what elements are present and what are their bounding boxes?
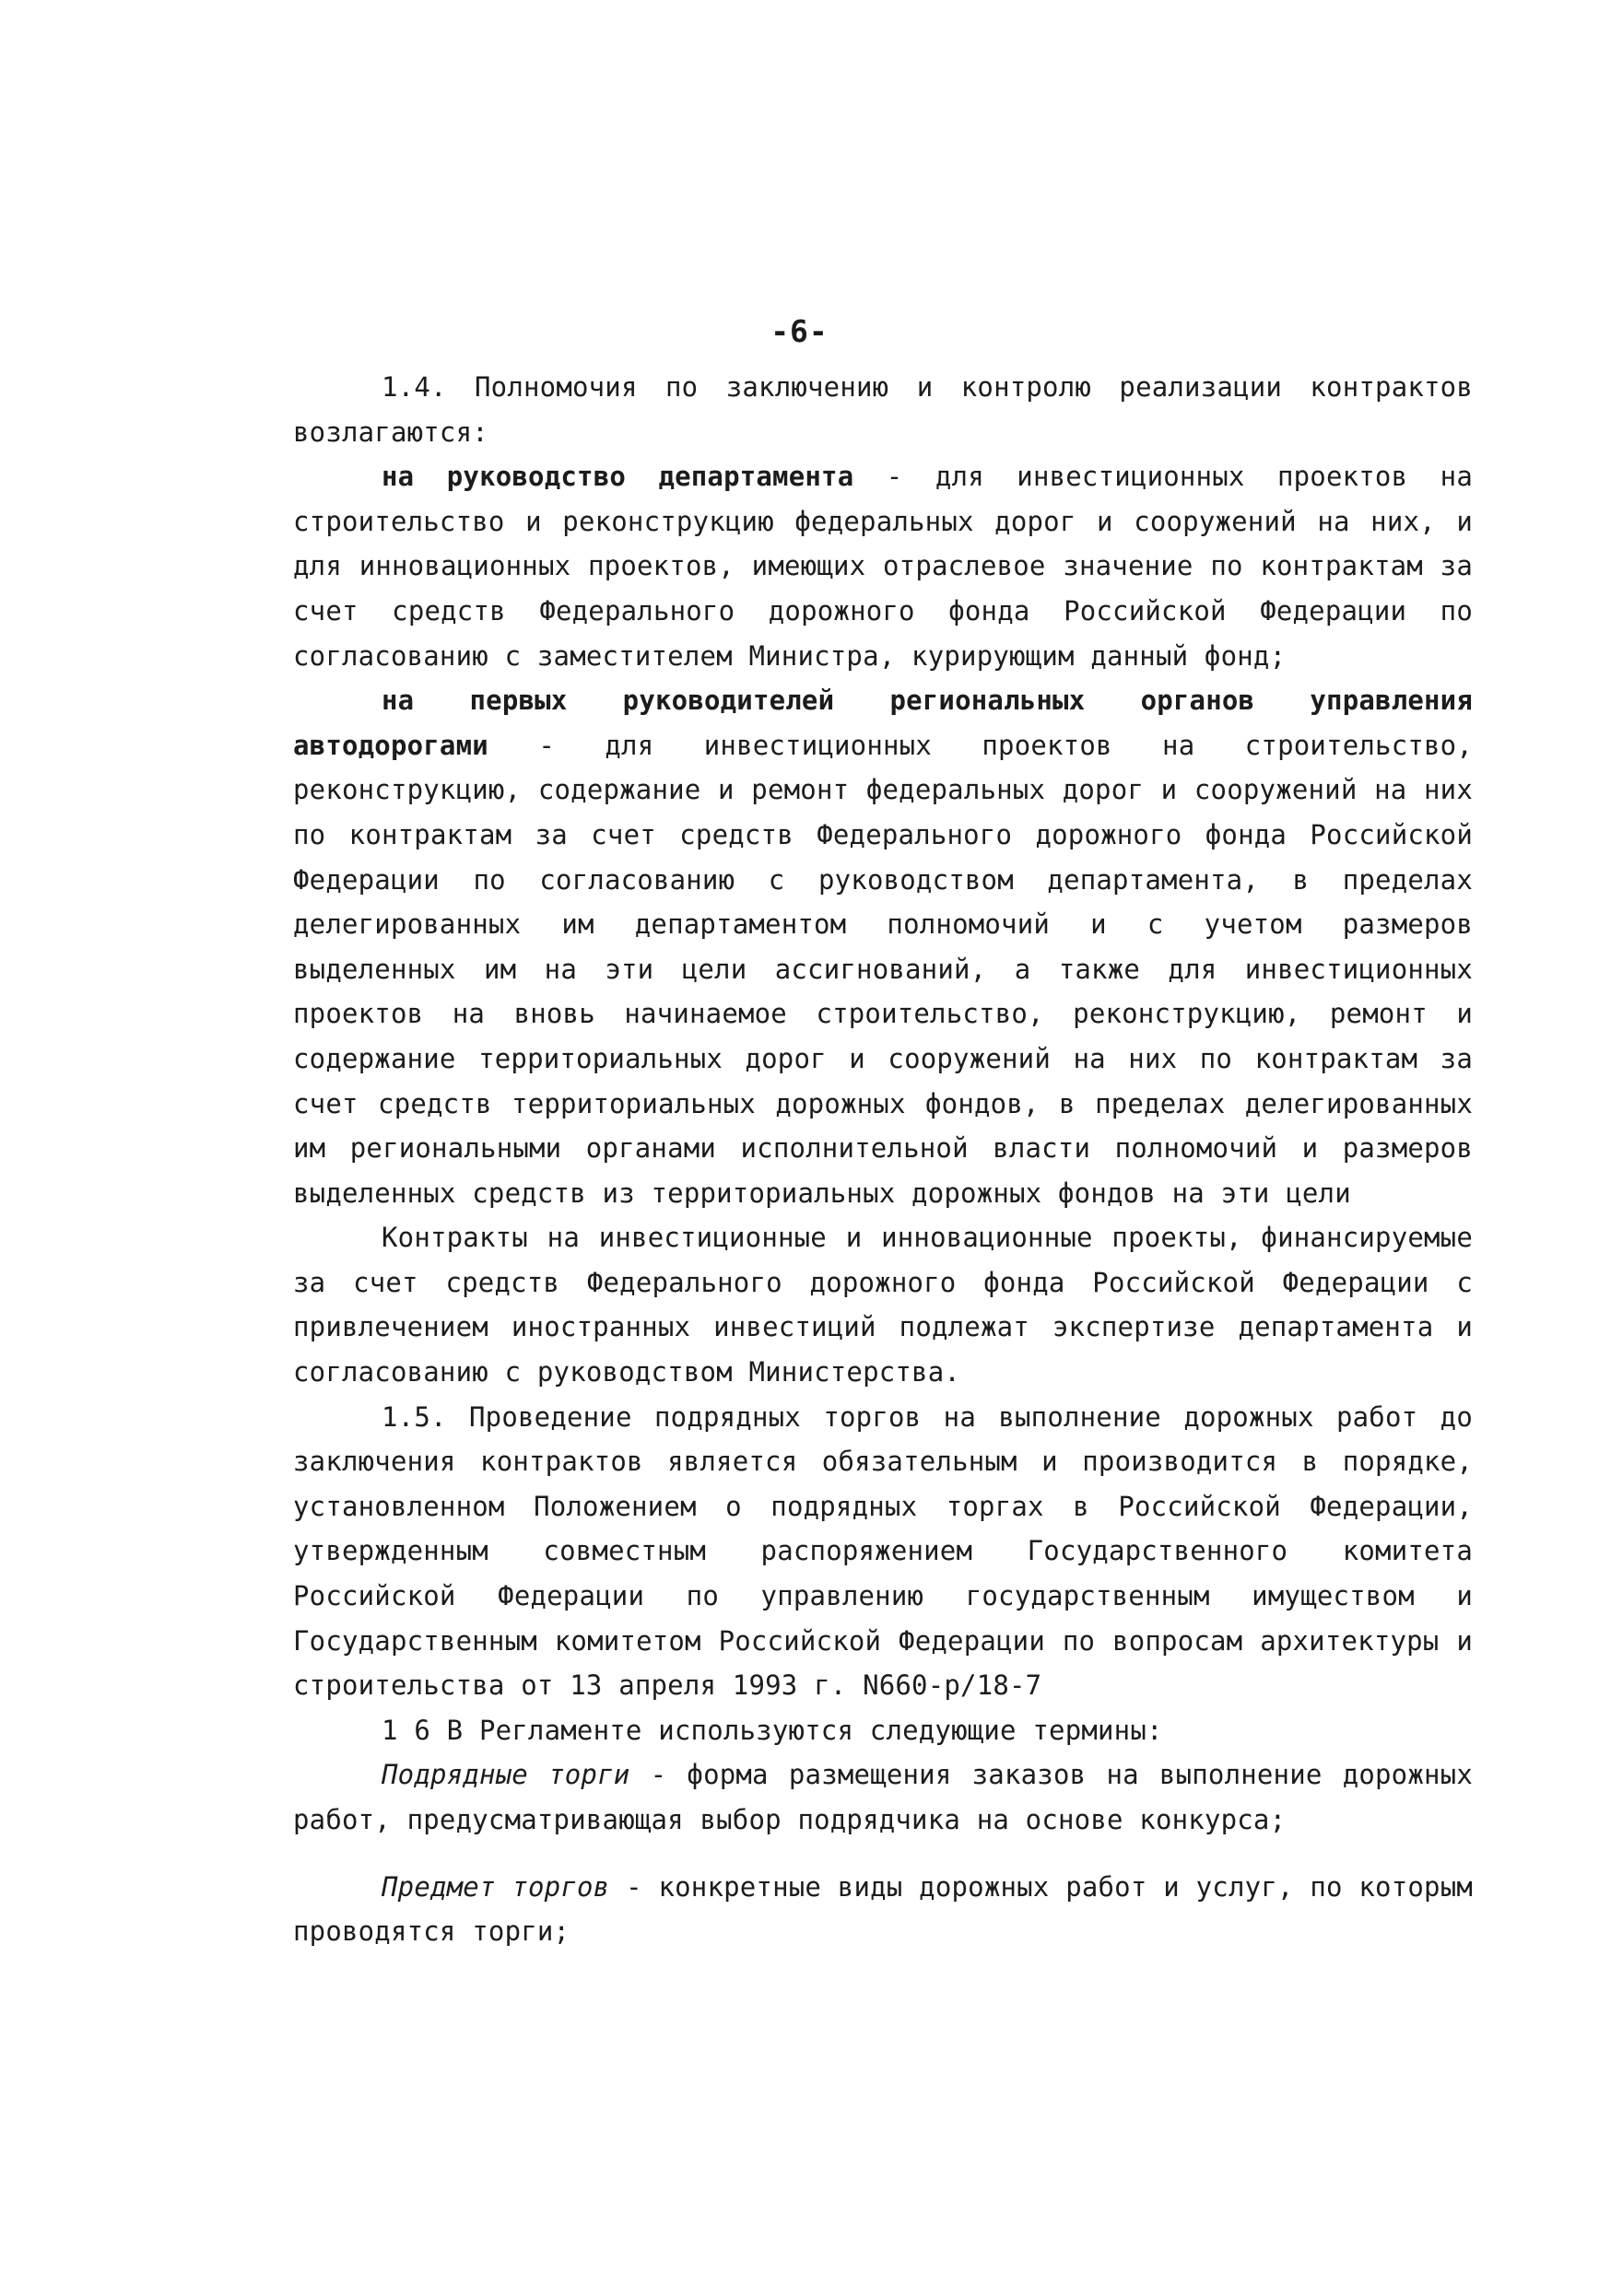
term-contract-tenders — [293, 1752, 1473, 1842]
page-number: -6- — [770, 313, 829, 349]
authority-department-paragraph — [293, 454, 1473, 678]
document-body — [293, 365, 1473, 1954]
authority-department-text: - для инвестиционных проектов на строительство и реконструкцию федеральных дорог и сооружений на них, и для инновационных проектов, имеющих отраслевое значение по контрактам за счет средств Федерального дорожного фонда Российской Федерации по согласованию с заместителем Министра, курирующим данный фонд; — [293, 461, 1473, 672]
section-1-6-intro: 1 6 В Регламенте используются следующие термины: — [382, 1714, 1163, 1746]
authority-department-heading: на руководство департамента — [382, 461, 854, 493]
term-contract-tenders-name: Подрядные торги — [382, 1759, 630, 1791]
authority-regional-heading: на первых руководителей региональных органов управления автодорогами — [293, 685, 1473, 761]
term-contract-tenders-definition: - форма размещения заказов на выполнение дорожных работ, предусматривающая выбор подрядчика на основе конкурса; — [293, 1759, 1473, 1835]
section-1-5-paragraph: 1.5. Проведение подрядных торгов на выполнение дорожных работ до заключения контрактов является обязательным и производится в порядке, установленном Положением о подрядных торгах в Российской Федерации, утвержденным совместным распоряжением Государственного комитета Российской Федерации по управлению государственным имуществом и Государственным комитетом Российской Федерации по вопросам архитектуры и строительства от 13 апреля 1993 г. N660-р/18-7 — [293, 1400, 1473, 1702]
section-1-4-intro: 1.4. Полномочия по заключению и контролю реализации контрактов возлагаются: — [293, 371, 1473, 448]
term-tender-subject — [293, 1865, 1473, 1954]
authority-regional-text: - для инвестиционных проектов на строительство, реконструкцию, содержание и ремонт федеральных дорог и сооружений на них по контрактам за счет средств Федерального дорожного фонда Российской Федерации по согласованию с руководством департамента, в пределах делегированных им департаментом полномочий и с учетом размеров выделенных им на эти цели ассигнований, а также для инвестиционных проектов на вновь начинаемое строительство, реконструкцию, ремонт и содержание территориальных дорог и сооружений на них по контрактам за счет средств территориальных дорожных фондов, в пределах делегированных им региональными органами исполнительной власти полномочий и размеров выделенных средств из территориальных дорожных фондов на эти цели — [293, 729, 1473, 1209]
authority-regional-paragraph — [293, 678, 1473, 1215]
term-tender-subject-name: Предмет торгов — [382, 1870, 610, 1903]
foreign-investment-paragraph: Контракты на инвестиционные и инновационные проекты, финансируемые за счет средств Федерального дорожного фонда Российской Федерации с привлечением иностранных инвестиций подлежат экспертизе департамента и согласованию с руководством Министерства. — [293, 1222, 1473, 1388]
term-tender-subject-definition: - конкретные виды дорожных работ и услуг, по которым проводятся торги; — [293, 1870, 1474, 1948]
